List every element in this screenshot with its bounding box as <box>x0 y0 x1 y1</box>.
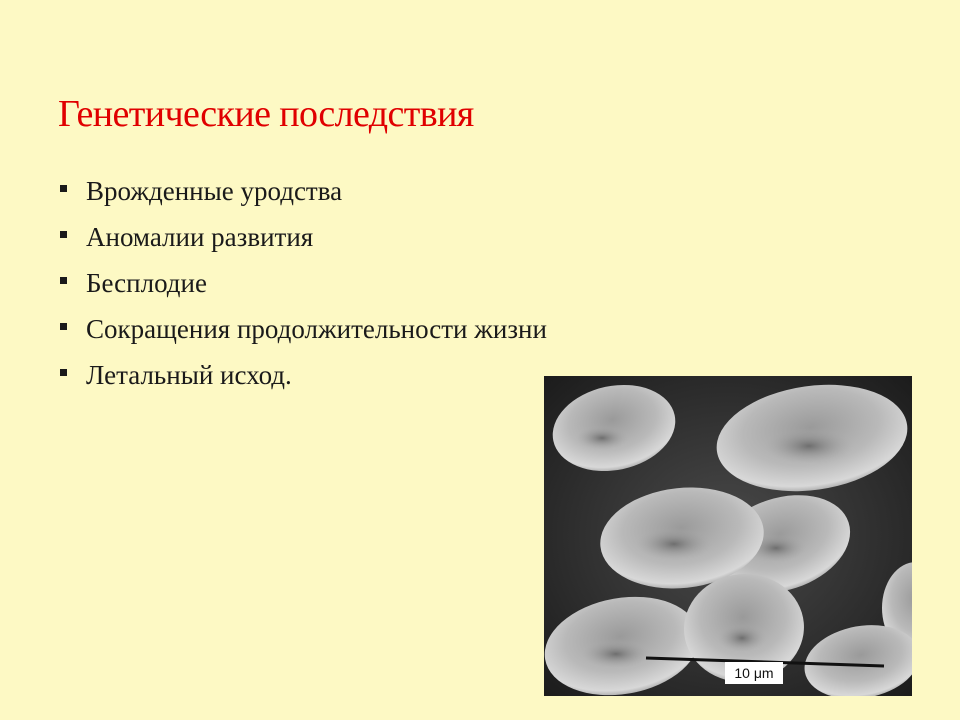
square-bullet-icon <box>60 231 67 238</box>
red-blood-cells-micrograph <box>544 376 912 696</box>
bullet-text: Сокращения продолжительности жизни <box>86 313 547 344</box>
bullet-item <box>58 214 547 260</box>
bullet-item <box>58 352 547 398</box>
bullet-item <box>58 168 547 214</box>
square-bullet-icon <box>60 369 67 376</box>
square-bullet-icon <box>60 185 67 192</box>
bullet-text: Врожденные уродства <box>86 175 343 206</box>
bullet-item <box>58 260 547 306</box>
bullet-item <box>58 306 547 352</box>
bullet-text: Летальный исход. <box>86 359 292 390</box>
bullet-text: Бесплодие <box>86 267 207 298</box>
scale-bar-label: 10 μm <box>725 662 783 684</box>
slide-title: Генетические последствия <box>58 93 474 135</box>
bullet-text: Аномалии развития <box>86 221 314 252</box>
square-bullet-icon <box>60 323 67 330</box>
bullet-list <box>58 168 547 398</box>
square-bullet-icon <box>60 277 67 284</box>
